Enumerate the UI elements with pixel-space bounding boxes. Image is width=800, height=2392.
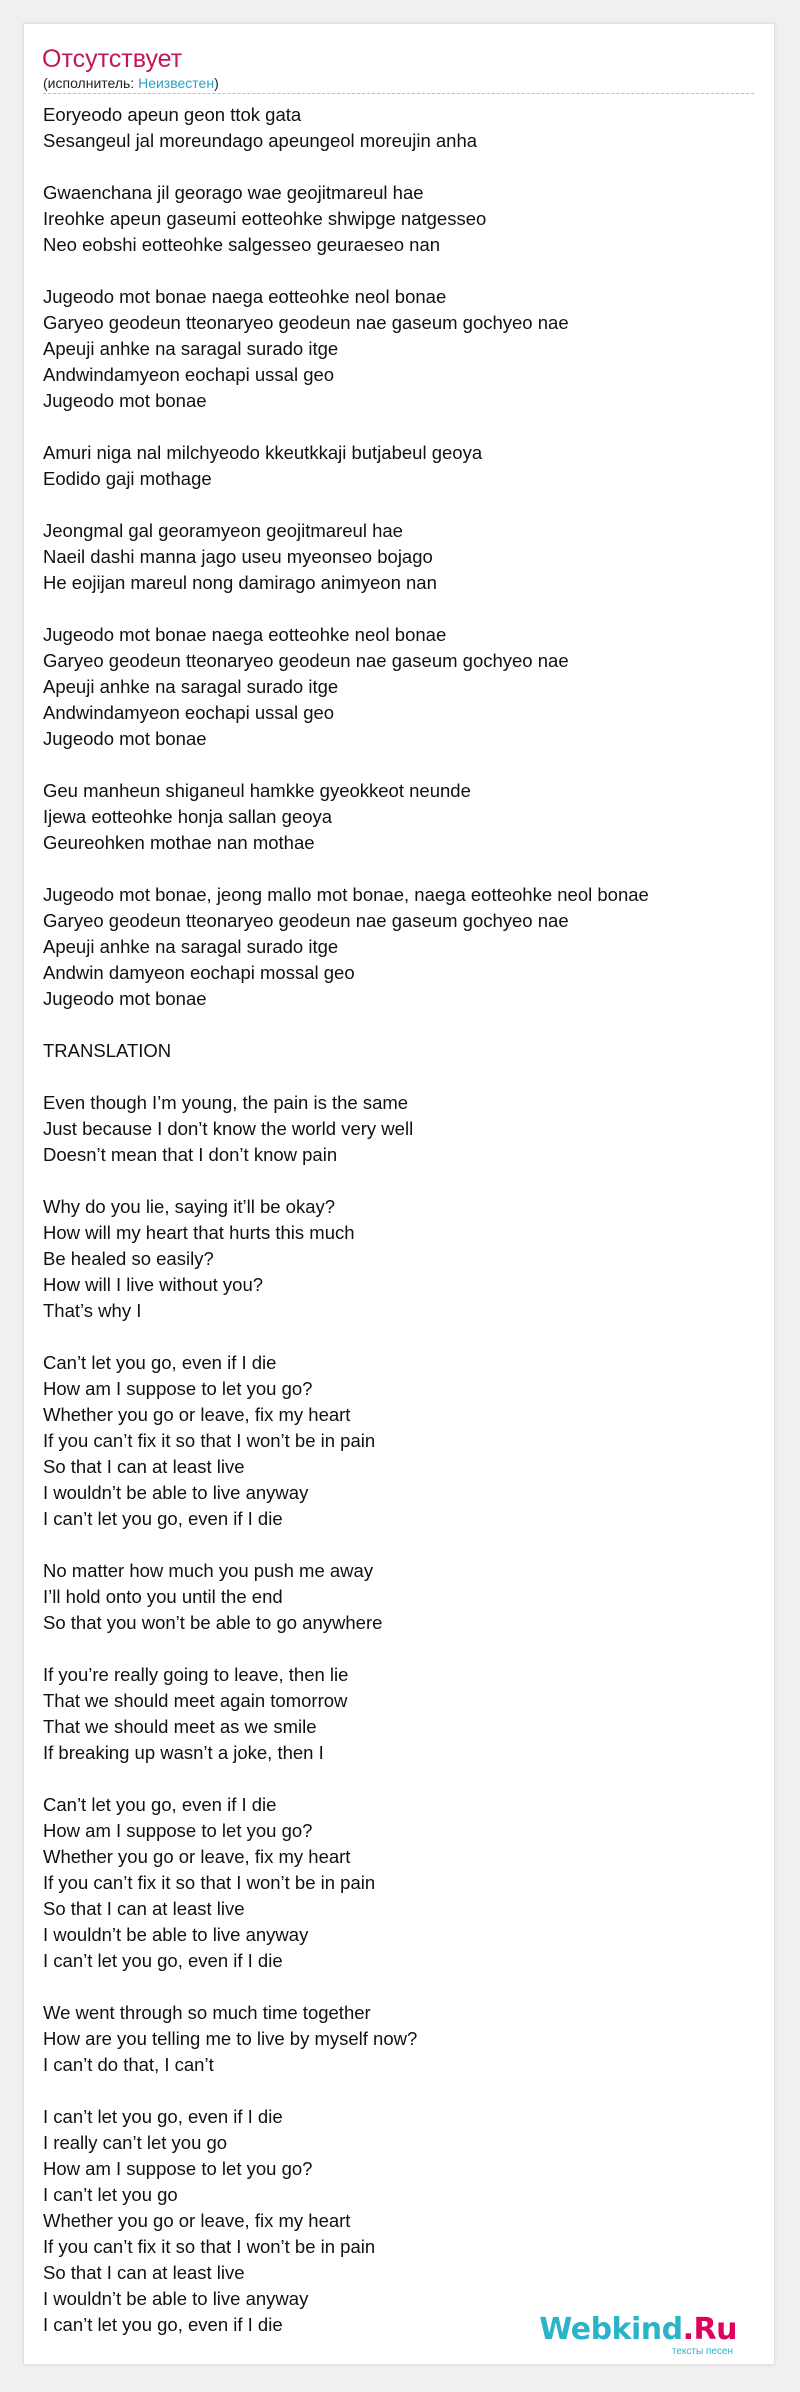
lyric-line: Doesn’t mean that I don’t know pain <box>43 1144 338 1165</box>
lyric-line: I can’t do that, I can’t <box>43 2054 214 2075</box>
lyrics-stanza <box>43 1350 758 1532</box>
lyric-line: Gwaenchana jil georago wae geojitmareul hae <box>43 182 424 203</box>
lyric-line: So that I can at least live <box>43 1456 245 1477</box>
lyric-line: We went through so much time together <box>43 2002 371 2023</box>
lyric-line: Garyeo geodeun tteonaryeo geodeun nae gaseum gochyeo nae <box>43 650 569 671</box>
lyric-line: How will I live without you? <box>43 1274 264 1295</box>
brand-name-main: Webkind <box>539 2312 683 2347</box>
webkind-logo[interactable] <box>539 2312 751 2360</box>
lyric-line: If you’re really going to leave, then lie <box>43 1664 349 1685</box>
lyric-line: I really can’t let you go <box>43 2132 228 2153</box>
lyric-line: Jugeodo mot bonae <box>43 988 207 1009</box>
lyric-line: Eoryeodo apeun geon ttok gata <box>43 104 302 125</box>
lyric-line: I can’t let you go <box>43 2184 178 2205</box>
lyric-line: I can’t let you go, even if I die <box>43 2106 283 2127</box>
lyric-line: I can’t let you go, even if I die <box>43 2314 283 2335</box>
lyric-line: I’ll hold onto you until the end <box>43 1586 283 1607</box>
lyric-line: If you can’t fix it so that I won’t be in pain <box>43 1872 376 1893</box>
lyric-line: That we should meet again tomorrow <box>43 1690 348 1711</box>
title-divider <box>43 93 754 94</box>
lyric-line: If breaking up wasn’t a joke, then I <box>43 1742 324 1763</box>
lyric-line: Apeuji anhke na saragal surado itge <box>43 936 339 957</box>
lyric-line: Amuri niga nal milchyeodo kkeutkkaji butjabeul geoya <box>43 442 483 463</box>
lyric-line: If you can’t fix it so that I won’t be in pain <box>43 1430 376 1451</box>
lyric-line: Ireohke apeun gaseumi eotteohke shwipge natgesseo <box>43 208 487 229</box>
song-title: Отсутствует <box>42 45 183 73</box>
lyric-line: Neo eobshi eotteohke salgesseo geuraeseo nan <box>43 234 441 255</box>
artist-link[interactable]: Неизвестен <box>138 75 215 91</box>
lyrics-body <box>43 102 758 2364</box>
lyric-line: How am I suppose to let you go? <box>43 2158 313 2179</box>
lyric-line: Jeongmal gal georamyeon geojitmareul hae <box>43 520 403 541</box>
lyric-line: I can’t let you go, even if I die <box>43 1508 283 1529</box>
lyric-line: Apeuji anhke na saragal surado itge <box>43 338 339 359</box>
lyrics-stanza <box>43 882 758 1012</box>
lyric-line: Geureohken mothae nan mothae <box>43 832 315 853</box>
lyric-line: So that I can at least live <box>43 2262 245 2283</box>
lyrics-stanza <box>43 1038 758 1064</box>
lyric-line: Whether you go or leave, fix my heart <box>43 2210 351 2231</box>
lyric-line: Ijewa eotteohke honja sallan geoya <box>43 806 333 827</box>
lyrics-card <box>23 23 775 2365</box>
lyrics-stanza <box>43 102 758 154</box>
artist-meta-prefix: (исполнитель: <box>43 75 139 91</box>
lyrics-stanza <box>43 1090 758 1168</box>
artist-meta <box>43 74 219 92</box>
lyric-line: I can’t let you go, even if I die <box>43 1950 283 1971</box>
lyric-line: How are you telling me to live by myself now? <box>43 2028 418 2049</box>
lyric-line: I wouldn’t be able to live anyway <box>43 1482 309 1503</box>
lyric-line: How am I suppose to let you go? <box>43 1378 313 1399</box>
lyrics-stanza <box>43 1194 758 1324</box>
lyrics-stanza <box>43 2104 758 2338</box>
lyric-line: TRANSLATION <box>43 1040 172 1061</box>
lyrics-stanza <box>43 622 758 752</box>
lyrics-stanza <box>43 440 758 492</box>
lyric-line: So that I can at least live <box>43 1898 245 1919</box>
lyric-line: Andwindamyeon eochapi ussal geo <box>43 364 335 385</box>
lyric-line: Can’t let you go, even if I die <box>43 1352 277 1373</box>
lyrics-stanza <box>43 1558 758 1636</box>
lyrics-stanza <box>43 2000 758 2078</box>
artist-meta-suffix: ) <box>214 75 219 91</box>
lyric-line: Be healed so easily? <box>43 1248 214 1269</box>
lyric-line: He eojijan mareul nong damirago animyeon nan <box>43 572 437 593</box>
brand-name <box>539 2312 737 2348</box>
lyric-line: Whether you go or leave, fix my heart <box>43 1846 351 1867</box>
lyric-line: Jugeodo mot bonae <box>43 390 207 411</box>
lyric-line: Jugeodo mot bonae <box>43 728 207 749</box>
lyric-line: That’s why I <box>43 1300 142 1321</box>
lyrics-stanza <box>43 284 758 414</box>
lyric-line: Jugeodo mot bonae naega eotteohke neol bonae <box>43 286 447 307</box>
lyric-line: Why do you lie, saying it’ll be okay? <box>43 1196 336 1217</box>
lyrics-stanza <box>43 778 758 856</box>
lyric-line: How will my heart that hurts this much <box>43 1222 355 1243</box>
lyrics-stanza <box>43 1662 758 1766</box>
lyric-line: No matter how much you push me away <box>43 1560 374 1581</box>
lyric-line: Andwin damyeon eochapi mossal geo <box>43 962 355 983</box>
brand-tagline: тексты песен <box>671 2346 733 2357</box>
lyric-line: If you can’t fix it so that I won’t be in pain <box>43 2236 376 2257</box>
lyric-line: Whether you go or leave, fix my heart <box>43 1404 351 1425</box>
lyric-line: That we should meet as we smile <box>43 1716 317 1737</box>
lyric-line: So that you won’t be able to go anywhere <box>43 1612 383 1633</box>
brand-name-suffix: .Ru <box>682 2312 737 2347</box>
lyric-line: Just because I don’t know the world very well <box>43 1118 414 1139</box>
lyric-line: Jugeodo mot bonae naega eotteohke neol bonae <box>43 624 447 645</box>
lyric-line: I wouldn’t be able to live anyway <box>43 2288 309 2309</box>
lyric-line: Naeil dashi manna jago useu myeonseo bojago <box>43 546 433 567</box>
lyrics-stanza <box>43 180 758 258</box>
lyric-line: Jugeodo mot bonae, jeong mallo mot bonae, naega eotteohke neol bonae <box>43 884 649 905</box>
lyric-line: Can’t let you go, even if I die <box>43 1794 277 1815</box>
lyric-line: I wouldn’t be able to live anyway <box>43 1924 309 1945</box>
lyric-line: How am I suppose to let you go? <box>43 1820 313 1841</box>
lyric-line: Andwindamyeon eochapi ussal geo <box>43 702 335 723</box>
lyric-line: Even though I’m young, the pain is the same <box>43 1092 409 1113</box>
lyric-line: Sesangeul jal moreundago apeungeol moreujin anha <box>43 130 478 151</box>
lyric-line: Apeuji anhke na saragal surado itge <box>43 676 339 697</box>
lyric-line: Garyeo geodeun tteonaryeo geodeun nae gaseum gochyeo nae <box>43 312 569 333</box>
lyric-line: Garyeo geodeun tteonaryeo geodeun nae gaseum gochyeo nae <box>43 910 569 931</box>
lyrics-stanza <box>43 518 758 596</box>
lyric-line: Eodido gaji mothage <box>43 468 212 489</box>
lyrics-stanza <box>43 1792 758 1974</box>
lyric-line: Geu manheun shiganeul hamkke gyeokkeot neunde <box>43 780 471 801</box>
